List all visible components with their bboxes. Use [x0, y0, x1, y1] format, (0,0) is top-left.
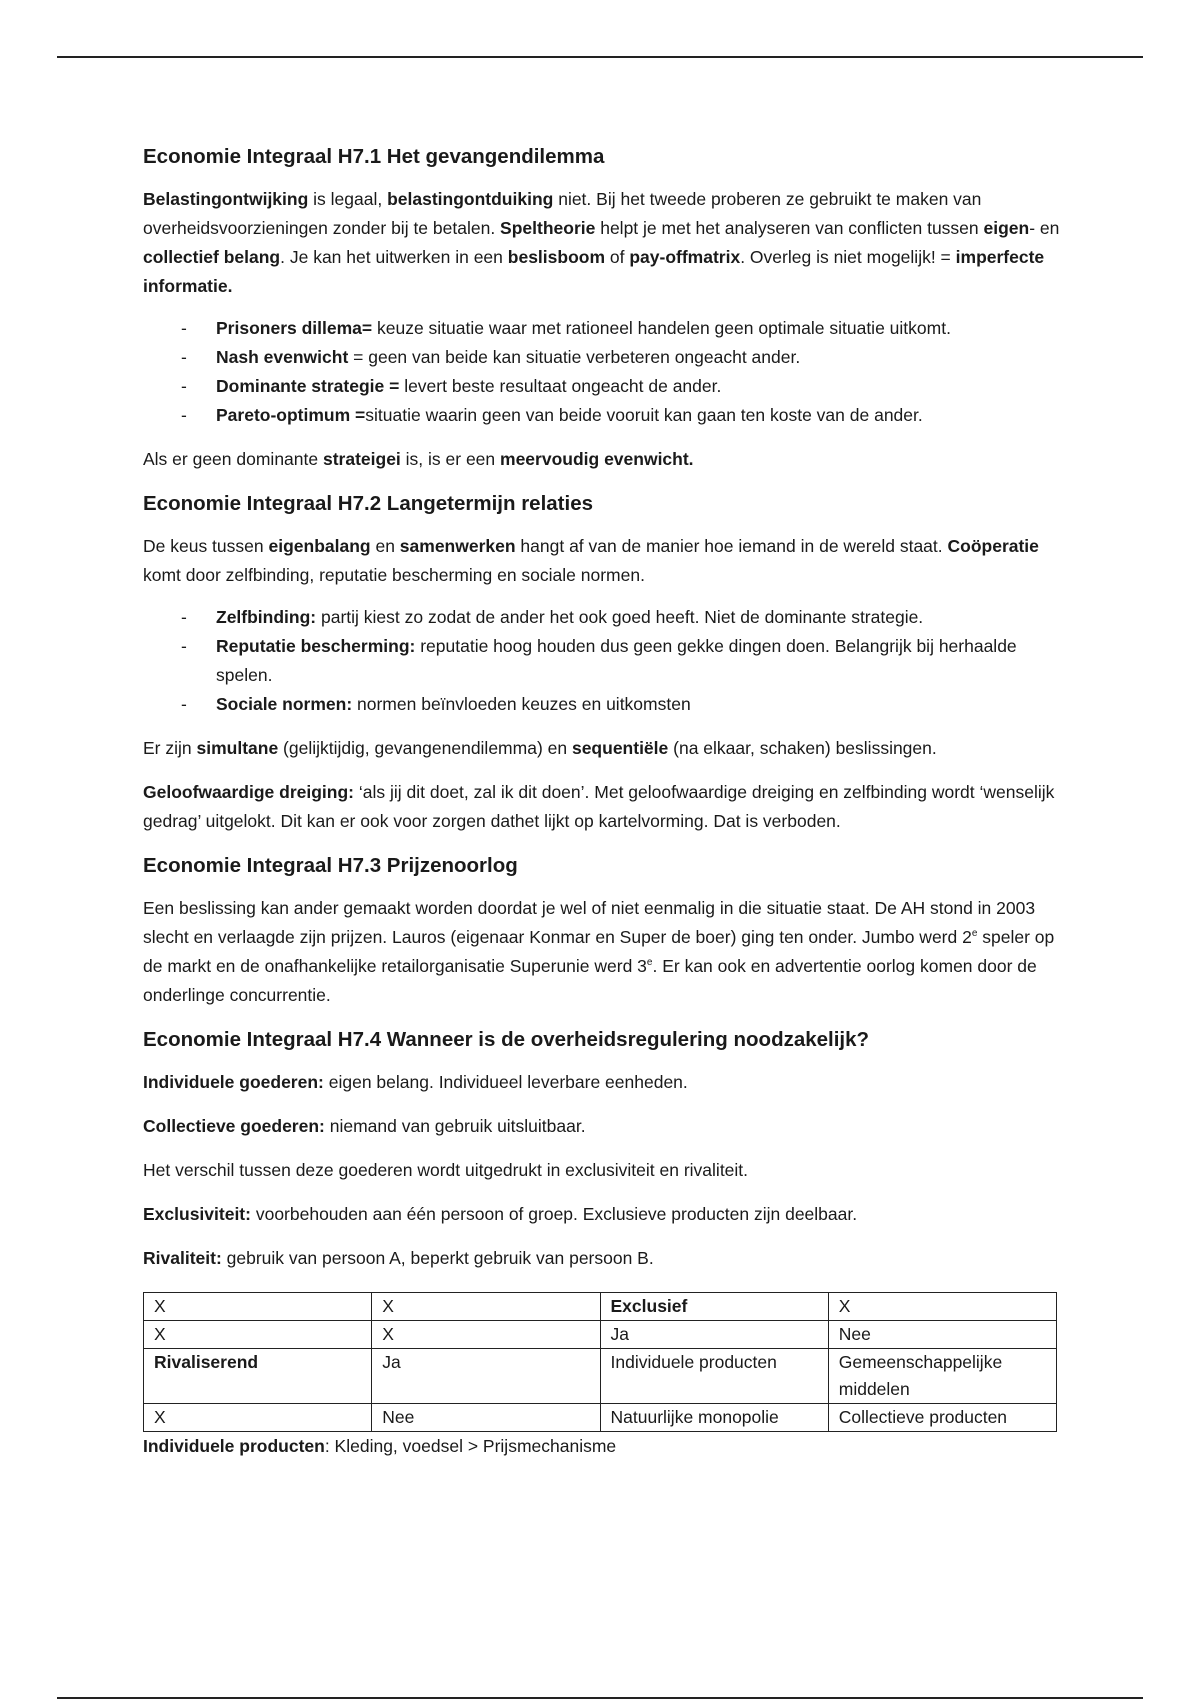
bullet-text: situatie waarin geen van beide vooruit kan gaan ten koste van de ander.: [365, 405, 923, 425]
table-cell: Exclusief: [600, 1293, 828, 1321]
s1-closing: [143, 445, 1063, 474]
bottom-rule: [57, 1697, 1143, 1699]
text-run: Er zijn: [143, 738, 197, 758]
table-cell: X: [372, 1321, 600, 1349]
bullet-text: levert beste resultaat ongeacht de ander.: [399, 376, 722, 396]
s2-para-dreiging: [143, 778, 1063, 836]
text-run: is legaal,: [308, 189, 388, 209]
table-row: [144, 1404, 1057, 1432]
text-run: (gelijktijdig, gevangenendilemma) en: [278, 738, 572, 758]
text-run: helpt je met het analyseren van conflicten tussen: [595, 218, 984, 238]
text-run: (na elkaar, schaken) beslissingen.: [668, 738, 937, 758]
table-cell: Individuele producten: [600, 1349, 828, 1404]
s2-bullet-list: [143, 603, 1063, 719]
heading-h7-4: Economie Integraal H7.4 Wanneer is de overheidsregulering noodzakelijk?: [143, 1028, 870, 1051]
table-row: [144, 1293, 1057, 1321]
text-run: De keus tussen: [143, 536, 269, 556]
table-row: [144, 1321, 1057, 1349]
bold-term: imperfecte informatie.: [143, 247, 1045, 296]
s4-after-table: Individuele producten: Kleding, voedsel > Prijsmechanisme: [143, 1436, 617, 1456]
bold-term: simultane: [196, 738, 279, 758]
heading-h7-2: Economie Integraal H7.2 Langetermijn relaties: [143, 492, 594, 515]
bullet-item: [216, 372, 1063, 401]
s2-intro: [143, 532, 1063, 590]
heading-h7-3: Economie Integraal H7.3 Prijzenoorlog: [143, 854, 518, 877]
bold-term: pay-offmatrix: [629, 247, 741, 267]
s4-rivaliteit: Rivaliteit: gebruik van persoon A, beperkt gebruik van persoon B.: [143, 1248, 654, 1268]
text-run: . Overleg is niet mogelijk! =: [740, 247, 956, 267]
text-run: niet. Bij het tweede proberen ze gebruikt te maken van overheidsvoorzieningen zonder bij te betalen.: [143, 189, 982, 238]
table-cell: X: [372, 1293, 600, 1321]
text-run: of: [605, 247, 630, 267]
bold-term: collectief belang: [143, 247, 281, 267]
bold-term: Speltheorie: [500, 218, 596, 238]
bullet-term: Prisoners dillema=: [216, 318, 373, 338]
bold-term: Coöperatie: [947, 536, 1039, 556]
text-run: . Je kan het uitwerken in een: [280, 247, 508, 267]
bullet-item: [216, 401, 1063, 430]
s3-paragraph: Een beslissing kan ander gemaakt worden doordat je wel of niet eenmalig in die situatie staat. De AH stond in 2003 slecht en verlaagde zijn prijzen. Lauros (eigenaar Konmar en Super de boer) ging ten onder. Jumbo werd 2e speler op de markt en de onafhankelijke retailorganisatie Superunie werd 3e. Er kan ook en advertentie oorlog komen door de onderlinge concurrentie.: [143, 898, 1055, 1005]
table-cell: Natuurlijke monopolie: [600, 1404, 828, 1432]
bullet-text: = geen van beide kan situatie verbeteren ongeacht ander.: [348, 347, 801, 367]
bullet-term: Nash evenwicht: [216, 347, 349, 367]
text-run: Als er geen dominante: [143, 449, 323, 469]
bullet-text: normen beïnvloeden keuzes en uitkomsten: [352, 694, 691, 714]
bold-term: eigenbalang: [268, 536, 371, 556]
text-run: is, is er een: [400, 449, 501, 469]
s2-para-beslissingen: [143, 734, 1063, 763]
table-row: [144, 1349, 1057, 1404]
text-run: ‘als jij dit doet, zal ik dit doen’. Met geloofwaardige dreiging en zelfbinding wordt ‘wenselijk gedrag’ uitgelokt. Dit kan er ook voor zorgen dathet lijkt op kartelvorming. Dat is verboden.: [143, 782, 1055, 831]
table-cell: Nee: [372, 1404, 600, 1432]
table-cell: Collectieve producten: [828, 1404, 1056, 1432]
top-rule: [57, 56, 1143, 58]
bold-term: belastingontduiking: [387, 189, 554, 209]
table-cell: X: [144, 1321, 372, 1349]
table-cell: X: [144, 1404, 372, 1432]
bold-term: eigen: [983, 218, 1030, 238]
heading-h7-1: Economie Integraal H7.1 Het gevangendilemma: [143, 145, 605, 168]
bullet-item: [216, 690, 1063, 719]
bullet-text: partij kiest zo zodat de ander het ook goed heeft. Niet de dominante strategie.: [316, 607, 924, 627]
text-run: - en: [1029, 218, 1060, 238]
bold-term: Geloofwaardige dreiging:: [143, 782, 354, 802]
bullet-term: Zelfbinding:: [216, 607, 317, 627]
goods-classification-table: [143, 1292, 1057, 1432]
s1-bullet-list: [143, 314, 1063, 430]
table-cell: Nee: [828, 1321, 1056, 1349]
table-cell: Gemeenschappelijke middelen: [828, 1349, 1056, 1404]
bullet-text: keuze situatie waar met rationeel handelen geen optimale situatie uitkomt.: [372, 318, 951, 338]
bullet-item: [216, 603, 1063, 632]
text-run: hangt af van de manier hoe iemand in de wereld staat.: [515, 536, 948, 556]
bold-term: meervoudig evenwicht.: [500, 449, 694, 469]
bullet-item: [216, 343, 1063, 372]
bullet-term: Dominante strategie =: [216, 376, 400, 396]
bullet-item: [216, 314, 1063, 343]
bullet-term: Sociale normen:: [216, 694, 353, 714]
bullet-item: [216, 632, 1063, 690]
bold-term: strateigei: [322, 449, 401, 469]
s4-verschil: Het verschil tussen deze goederen wordt uitgedrukt in exclusiviteit en rivaliteit.: [143, 1160, 749, 1180]
bullet-term: Reputatie bescherming:: [216, 636, 416, 656]
document-body: [143, 142, 1063, 1476]
bold-term: sequentiële: [571, 738, 669, 758]
text-run: en: [370, 536, 400, 556]
s4-collectieve-goederen: Collectieve goederen: niemand van gebruik uitsluitbaar.: [143, 1116, 586, 1136]
table-cell: X: [144, 1293, 372, 1321]
bold-term: samenwerken: [399, 536, 516, 556]
bullet-text: reputatie hoog houden dus geen gekke dingen doen. Belangrijk bij herhaalde spelen.: [216, 636, 1017, 685]
text-run: komt door zelfbinding, reputatie bescherming en sociale normen.: [143, 565, 645, 585]
s1-intro: [143, 185, 1063, 301]
table-cell: Ja: [600, 1321, 828, 1349]
bullet-term: Pareto-optimum =: [216, 405, 366, 425]
s4-individuele-goederen: Individuele goederen: eigen belang. Individueel leverbare eenheden.: [143, 1072, 688, 1092]
bold-term: beslisboom: [507, 247, 606, 267]
bold-term: Belastingontwijking: [143, 189, 309, 209]
table-cell: Rivaliserend: [144, 1349, 372, 1404]
s4-exclusiviteit: Exclusiviteit: voorbehouden aan één persoon of groep. Exclusieve producten zijn deelbaar.: [143, 1204, 858, 1224]
table-cell: X: [828, 1293, 1056, 1321]
table-cell: Ja: [372, 1349, 600, 1404]
